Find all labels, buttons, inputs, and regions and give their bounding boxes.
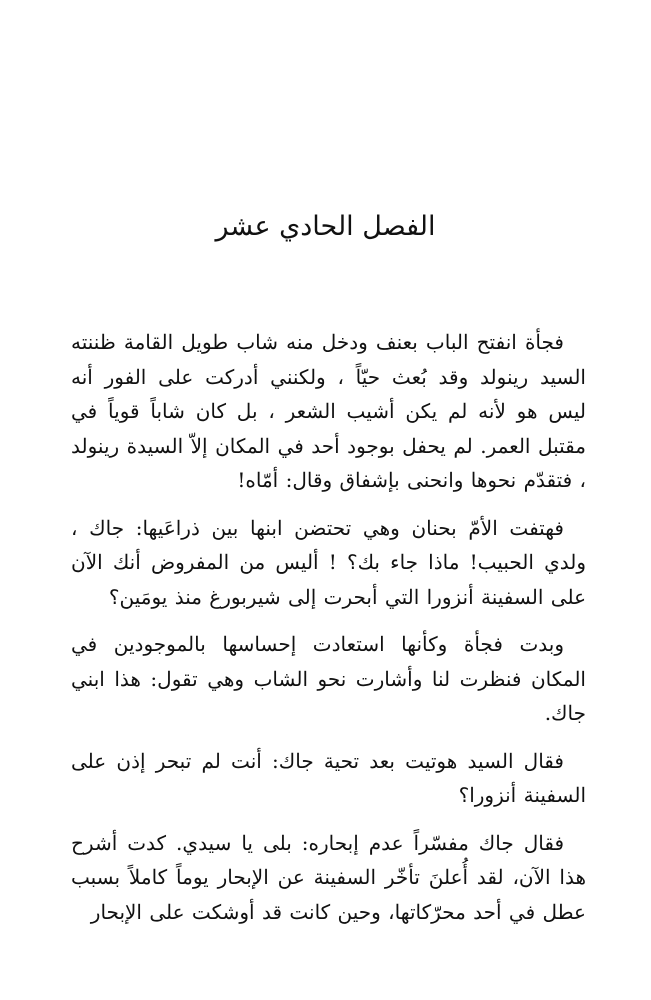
- paragraph: فقال السيد هوتيت بعد تحية جاك: أنت لم تبحر إذن على السفينة أنزورا؟: [71, 748, 586, 807]
- paragraph: فهتفت الأمّ بحنان وهي تحتضن ابنها بين ذراعَيها: جاك ، ولدي الحبيب! ماذا جاء بك؟ ! أليس من المفروض أنك الآن على السفينة أنزورا التي أبحرت إلى شيربورغ منذ يومَين؟: [71, 515, 586, 609]
- paragraph: فقال جاك مفسّراً عدم إبحاره: بلى يا سيدي. كدت أشرح هذا الآن، لقد أُعلنَ تأخّر السفينة عن الإبحار يوماً كاملاً بسبب عطل في أحد محرّكاتها، وحين كانت قد أوشكت على الإبحار: [71, 830, 586, 924]
- paragraph: وبدت فجأة وكأنها استعادت إحساسها بالموجودين في المكان فنظرت لنا وأشارت نحو الشاب وهي تقول: هذا ابني جاك.: [71, 632, 586, 725]
- chapter-body: [71, 325, 586, 942]
- paragraph: فجأة انفتح الباب بعنف ودخل منه شاب طويل القامة ظننته السيد رينولد وقد بُعث حيّاً ، ولكنني أدركت على الفور أنه ليس هو لأنه لم يكن أشيب الشعر ، بل كان شاباً قوياً في مقتبل العمر. لم يحفل بوجود أحد في المكان إلاّ السيدة رينولد ، فتقدّم نحوها وانحنى بإشفاق وقال: أمّاه!: [71, 330, 586, 492]
- chapter-title: الفصل الحادي عشر: [215, 211, 436, 242]
